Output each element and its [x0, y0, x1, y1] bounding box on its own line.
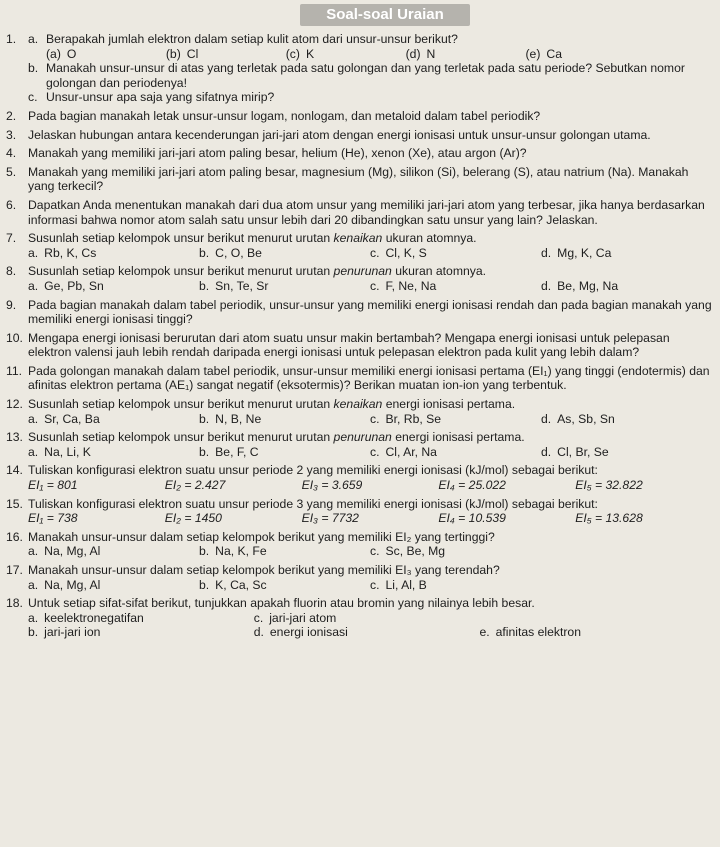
sub-label: a.	[28, 32, 39, 46]
question-17	[6, 563, 712, 592]
question-number: 11.	[6, 363, 23, 378]
question-3	[6, 128, 712, 143]
ei-value: EI₄ = 25.022	[438, 478, 506, 493]
option: b. C, O, Be	[199, 245, 262, 260]
ei-value: EI₁ = 738	[28, 511, 78, 526]
option-list	[28, 246, 712, 261]
option: b. Na, K, Fe	[199, 544, 267, 559]
question-list	[6, 32, 712, 644]
option-list	[28, 611, 712, 640]
section-title: Soal-soal Uraian	[300, 4, 470, 26]
question-text: Pada bagian manakah dalam tabel periodik, unsur-unsur yang memiliki energi ionisasi rendah dan pada bagian manakah yang memiliki energi ionisasi tinggi?	[28, 297, 712, 327]
option: e. afinitas elektron	[479, 625, 581, 640]
question-6	[6, 198, 712, 227]
option: (a) O	[46, 46, 77, 61]
question-number: 5.	[6, 164, 17, 179]
question-number: 16.	[6, 529, 23, 544]
question-number: 9.	[6, 297, 17, 312]
option: a. Rb, K, Cs	[28, 245, 97, 260]
question-number: 14.	[6, 463, 23, 478]
question-text: Tuliskan konfigurasi elektron suatu unsur periode 3 yang memiliki energi ionisasi (kJ/mol) sebagai berikut:	[28, 496, 598, 511]
option: c. jari-jari atom	[253, 610, 337, 625]
question-15	[6, 497, 712, 526]
ionization-values	[28, 511, 712, 526]
ei-value: EI₅ = 32.822	[575, 478, 643, 493]
question-number: 18.	[6, 596, 23, 611]
question-16	[6, 530, 712, 559]
question-9	[6, 298, 712, 327]
option: c. Li, Al, B	[370, 577, 427, 592]
option: d. Mg, K, Ca	[541, 245, 612, 260]
ei-value: EI₃ = 3.659	[301, 478, 363, 493]
sub-label: b.	[28, 61, 39, 76]
option-list	[28, 544, 712, 559]
option: (e) Ca	[525, 46, 562, 61]
sub-text: Berapakah jumlah elektron dalam setiap kulit atom dari unsur-unsur berikut?	[46, 32, 458, 46]
question-text: Untuk setiap sifat-sifat berikut, tunjukkan apakah fluorin atau bromin yang nilainya lebih besar.	[28, 596, 535, 611]
option: a. Na, Li, K	[28, 444, 91, 459]
question-text: Pada golongan manakah dalam tabel periodik, unsur-unsur memiliki energi ionisasi pertama (EI₁) yang tinggi (endotermis) dan afinitas elektron pertama (AE₁) sangat negatif (eksotermis)? Berikan muatan ion-ion yang terbentuk.	[28, 363, 710, 393]
question-number: 10.	[6, 330, 23, 345]
sub-text: Manakah unsur-unsur di atas yang terletak pada satu golongan dan yang terletak pada satu periode? Sebutkan nomor golongan dan periodenya!	[46, 61, 685, 90]
question-text: Dapatkan Anda menentukan manakah dari dua atom unsur yang memiliki jari-jari atom yang terbesar, jika hanya berdasarkan informasi bahwa nomor atom salah satu unsur lebih dari 20 dibandingkan satu unsur yang lain? Jelaskan.	[28, 197, 705, 227]
option: c. Cl, K, S	[370, 245, 427, 260]
question-8	[6, 264, 712, 293]
option: a. Na, Mg, Al	[28, 544, 101, 559]
option-list	[28, 445, 712, 460]
option: a. Ge, Pb, Sn	[28, 278, 104, 293]
option: c. Br, Rb, Se	[370, 411, 442, 426]
question-number: 8.	[6, 264, 17, 279]
option: (b) Cl	[165, 46, 199, 61]
option: d. Be, Mg, Na	[541, 278, 619, 293]
option: c. Sc, Be, Mg	[370, 544, 446, 559]
question-number: 3.	[6, 127, 17, 142]
question-5	[6, 165, 712, 194]
question-7	[6, 231, 712, 260]
question-number: 7.	[6, 231, 17, 246]
option: d. Cl, Br, Se	[541, 444, 609, 459]
question-13	[6, 430, 712, 459]
option	[479, 611, 705, 626]
question-text: Susunlah setiap kelompok unsur berikut menurut urutan penurunan energi ionisasi pertama.	[28, 430, 525, 445]
ionization-values	[28, 478, 712, 493]
question-number: 1.	[6, 32, 17, 46]
question-text: Manakah yang memiliki jari-jari atom paling besar, helium (He), xenon (Xe), atau argon (Ar)?	[28, 146, 527, 161]
question-text: Manakah unsur-unsur dalam setiap kelompok berikut yang memiliki EI₃ yang terendah?	[28, 563, 500, 577]
option-list	[28, 412, 712, 427]
question-text: Pada bagian manakah letak unsur-unsur logam, nonlogam, dan metaloid dalam tabel periodik?	[28, 108, 541, 123]
question-number: 13.	[6, 430, 23, 445]
question-number: 17.	[6, 563, 23, 577]
question-2	[6, 109, 712, 124]
question-number: 4.	[6, 146, 17, 161]
question-12	[6, 397, 712, 426]
sub-label: c.	[28, 90, 38, 105]
question-number: 6.	[6, 197, 17, 212]
sub-text: Unsur-unsur apa saja yang sifatnya mirip?	[46, 90, 275, 105]
option: a. keelektronegatifan	[28, 610, 144, 625]
ei-value: EI₂ = 1450	[164, 511, 222, 526]
question-text: Susunlah setiap kelompok unsur berikut menurut urutan penurunan ukuran atomnya.	[28, 264, 487, 279]
question-4	[6, 146, 712, 161]
option: b. Sn, Te, Sr	[199, 278, 269, 293]
question-number: 15.	[6, 496, 23, 511]
option: (d) N	[405, 46, 436, 61]
option: d. As, Sb, Sn	[541, 411, 615, 426]
question-number: 2.	[6, 108, 17, 123]
option: a. Sr, Ca, Ba	[28, 411, 100, 426]
option-list	[28, 279, 712, 294]
option: b. jari-jari ion	[28, 625, 101, 640]
question-11	[6, 364, 712, 393]
option: (c) K	[285, 46, 315, 61]
option: a. Na, Mg, Al	[28, 577, 101, 592]
ei-value: EI₂ = 2.427	[164, 478, 226, 493]
ei-value: EI₅ = 13.628	[575, 511, 643, 526]
option-list	[28, 578, 712, 593]
option: c. Cl, Ar, Na	[370, 444, 437, 459]
question-1	[6, 32, 712, 105]
question-text: Manakah yang memiliki jari-jari atom paling besar, magnesium (Mg), silikon (Si), belerang (S), atau natrium (Na). Manakah yang terkecil?	[28, 164, 689, 194]
option-list	[28, 47, 712, 62]
option: b. N, B, Ne	[199, 411, 262, 426]
option: d. energi ionisasi	[253, 625, 348, 640]
question-number: 12.	[6, 397, 23, 412]
question-text: Susunlah setiap kelompok unsur berikut menurut urutan kenaikan energi ionisasi pertama.	[28, 397, 516, 412]
question-text: Tuliskan konfigurasi elektron suatu unsur periode 2 yang memiliki energi ionisasi (kJ/mol) sebagai berikut:	[28, 463, 598, 478]
question-text: Mengapa energi ionisasi berurutan dari atom suatu unsur makin bertambah? Mengapa energi ionisasi untuk pelepasan elektron valensi jauh lebih rendah daripada energi ionisasi untuk pelepasan elektron pada kulit yang lebih dalam?	[28, 330, 670, 360]
ei-value: EI₄ = 10.539	[438, 511, 506, 526]
question-text: Manakah unsur-unsur dalam setiap kelompok berikut yang memiliki EI₂ yang tertinggi?	[28, 529, 495, 544]
question-text: Susunlah setiap kelompok unsur berikut menurut urutan kenaikan ukuran atomnya.	[28, 231, 477, 246]
option: b. K, Ca, Sc	[199, 577, 267, 592]
question-text: Jelaskan hubungan antara kecenderungan jari-jari atom dengan energi ionisasi untuk unsur-unsur golongan utama.	[28, 127, 651, 142]
ei-value: EI₁ = 801	[28, 478, 78, 493]
question-10	[6, 331, 712, 360]
option: b. Be, F, C	[199, 444, 259, 459]
question-14	[6, 463, 712, 492]
option: c. F, Ne, Na	[370, 278, 437, 293]
question-18	[6, 596, 712, 640]
ei-value: EI₃ = 7732	[301, 511, 359, 526]
